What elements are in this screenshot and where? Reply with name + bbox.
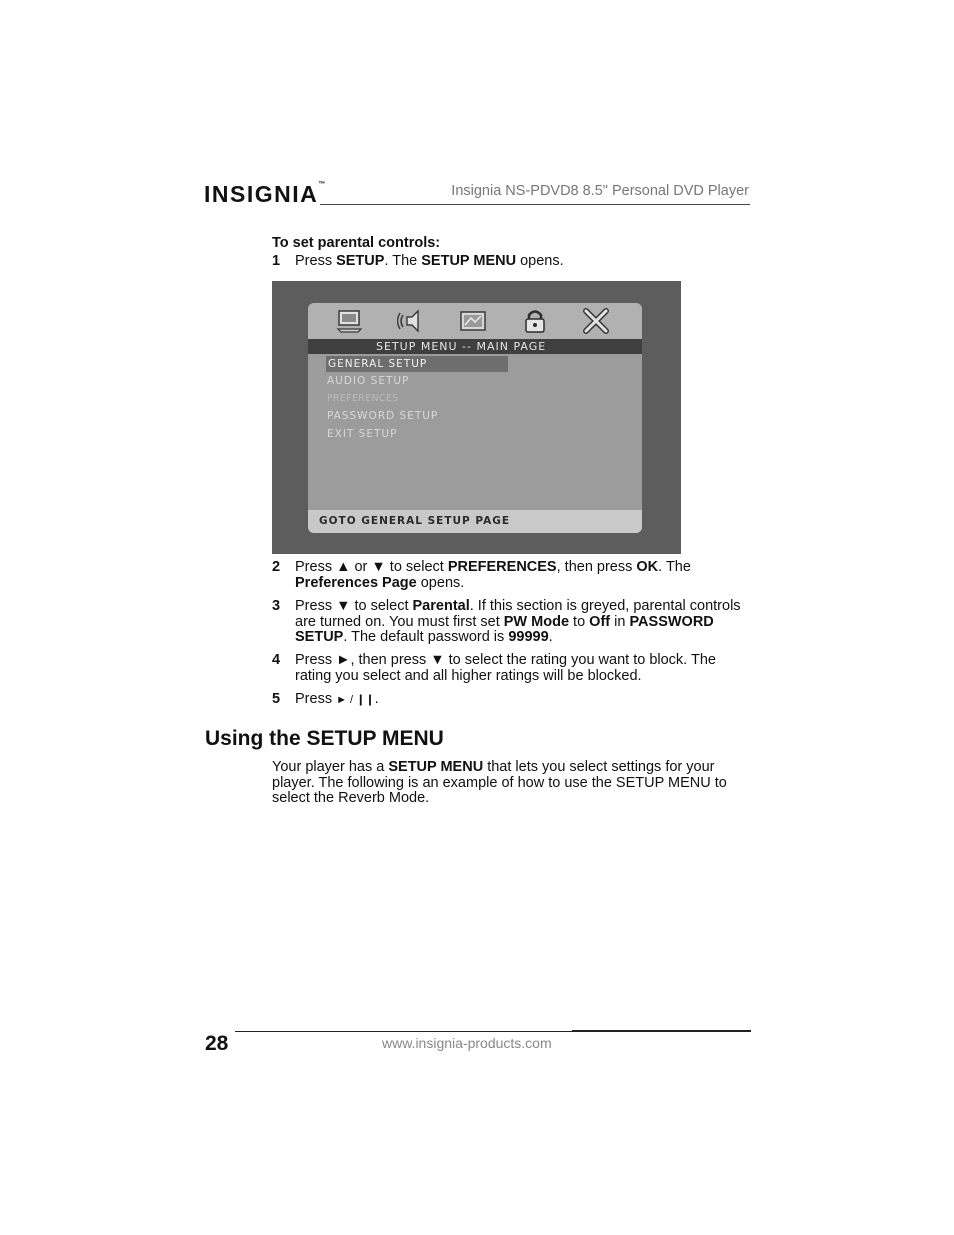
screen-title-bar bbox=[308, 339, 642, 354]
preferences-icon bbox=[459, 308, 487, 334]
step-number: 4 bbox=[272, 652, 281, 668]
step-number: 5 bbox=[272, 691, 281, 707]
step-text: Press ▲ or ▼ to select PREFERENCES, then press OK. The Preferences Page opens. bbox=[295, 559, 691, 591]
footer-url: www.insignia-products.com bbox=[382, 1035, 552, 1051]
menu-item-audio-setup: AUDIO SETUP bbox=[327, 375, 410, 387]
setup-menu-paragraph: Your player has a SETUP MENU that lets you select settings for your player. The following is an example of how to use the SETUP MENU to select the Reverb Mode. bbox=[272, 759, 727, 806]
step-1 bbox=[272, 254, 752, 270]
up-arrow-icon: ▲ bbox=[336, 559, 351, 575]
menu-item-password-setup: PASSWORD SETUP bbox=[327, 410, 439, 422]
step-2 bbox=[272, 560, 752, 591]
general-setup-icon bbox=[336, 308, 364, 334]
header-title: Insignia NS-PDVD8 8.5" Personal DVD Player bbox=[451, 183, 749, 199]
step-5 bbox=[272, 692, 752, 709]
screen-title: SETUP MENU -- MAIN PAGE bbox=[376, 340, 547, 353]
step-number: 3 bbox=[272, 598, 281, 614]
section-title-setup-menu: Using the SETUP MENU bbox=[205, 727, 444, 750]
step-text: Press ► / ❙❙. bbox=[295, 691, 379, 707]
menu-icon-bar bbox=[308, 303, 642, 339]
header-rule bbox=[320, 204, 750, 205]
step-number: 2 bbox=[272, 559, 281, 575]
down-arrow-icon: ▼ bbox=[336, 598, 351, 614]
password-lock-icon bbox=[521, 308, 549, 334]
page-number: 28 bbox=[205, 1032, 229, 1055]
play-arrow-icon: ► bbox=[336, 652, 351, 668]
section-heading: To set parental controls: bbox=[272, 235, 441, 251]
setup-menu-screenshot bbox=[272, 281, 681, 554]
menu-item-preferences: PREFERENCES bbox=[327, 393, 399, 404]
step-3 bbox=[272, 599, 752, 646]
down-arrow-icon: ▼ bbox=[371, 559, 386, 575]
setup-menu-panel bbox=[308, 303, 642, 533]
screen-status-text: GOTO GENERAL SETUP PAGE bbox=[319, 515, 511, 527]
brand-logo: INSIGNIA™ bbox=[204, 181, 326, 207]
menu-item-general-setup: GENERAL SETUP bbox=[326, 356, 508, 372]
footer-rule-accent bbox=[572, 1030, 751, 1032]
step-number: 1 bbox=[272, 253, 281, 269]
screen-status-bar bbox=[308, 510, 642, 533]
step-4 bbox=[272, 653, 752, 684]
menu-item-exit-setup: EXIT SETUP bbox=[327, 428, 398, 440]
down-arrow-icon: ▼ bbox=[430, 652, 445, 668]
step-text: Press SETUP. The SETUP MENU opens. bbox=[295, 253, 564, 269]
play-pause-icon: ► / ❙❙ bbox=[336, 694, 375, 706]
exit-x-icon bbox=[582, 308, 610, 334]
step-text: Press ▼ to select Parental. If this section is greyed, parental controls are turned on. You must first set PW Mode to Off in PASSWORD SETUP. The default password is 99999. bbox=[295, 598, 741, 645]
step-text: Press ►, then press ▼ to select the rating you want to block. The rating you select and all higher ratings will be blocked. bbox=[295, 652, 716, 684]
audio-setup-icon bbox=[397, 308, 425, 334]
